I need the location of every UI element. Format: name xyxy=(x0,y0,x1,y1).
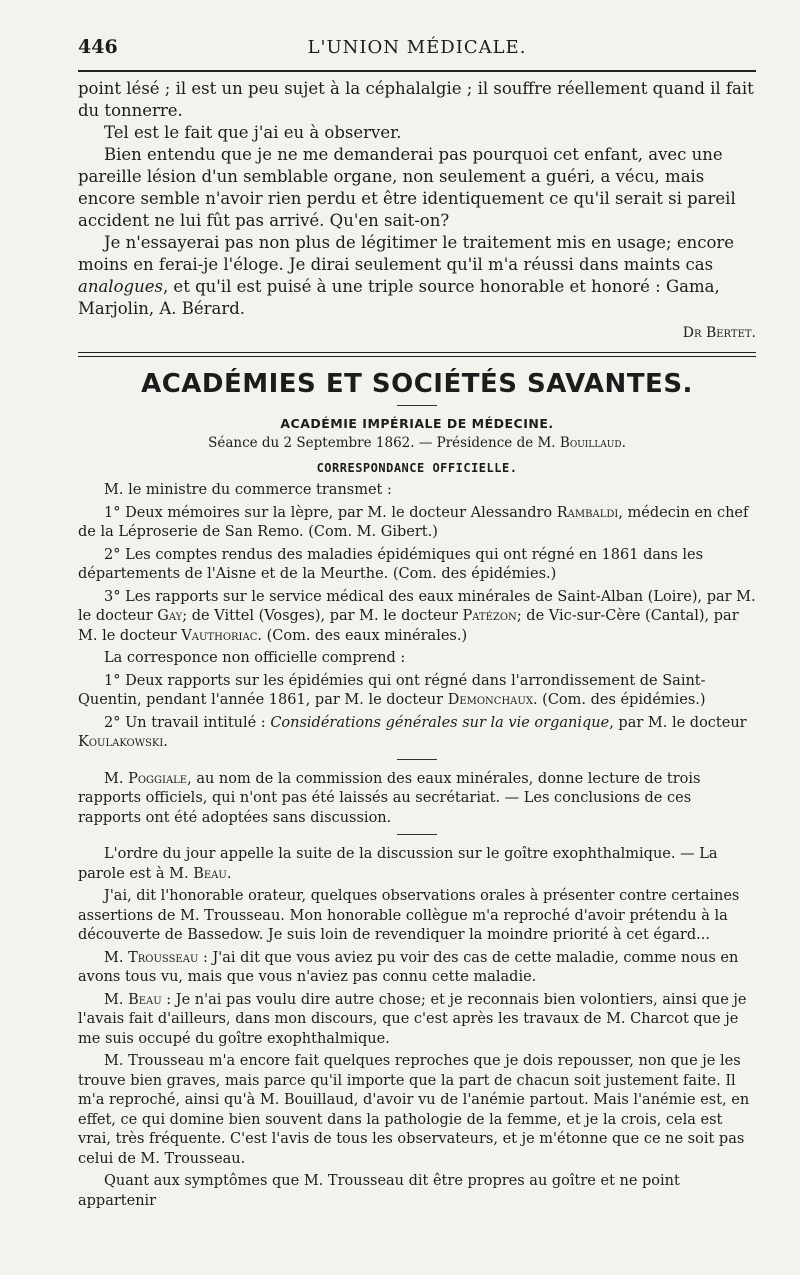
running-header xyxy=(78,36,756,72)
paragraph: Bien entendu que je ne me demanderai pas pourquoi cet enfant, avec une pareille lésion d'un semblable organe, non seulement a guéri, a vécu, mais encore semble n'avoir rien perdu et être identiquement ce qu'il serait si pareil accident ne lui fût pas arrivé. Qu'en sait-on? xyxy=(78,145,736,230)
running-title: L'UNION MÉDICALE. xyxy=(307,37,527,58)
paragraph: M. le ministre du commerce transmet : xyxy=(104,482,392,498)
paragraph: L'ordre du jour appelle la suite de la discussion sur le goître exophthalmique. — La parole est à M. Beau. xyxy=(78,846,718,882)
list-item: 2° Les comptes rendus des maladies épidémiques qui ont régné en 1861 dans les départements de l'Aisne et de la Meurthe. (Com. des épidémies.) xyxy=(78,546,704,582)
paragraph: point lésé ; il est un peu sujet à la céphalalgie ; il souffre réellement quand il fait du tonnerre. xyxy=(78,79,754,120)
list-item: 1° Deux mémoires sur la lèpre, par M. le docteur Alessandro Rambaldi, médecin en chef de la Léproserie de San Remo. (Com. M. Gibert.) xyxy=(78,504,749,540)
section-title: ACADÉMIES ET SOCIÉTÉS SAVANTES. xyxy=(141,369,693,399)
list-item: 3° Les rapports sur le service médical des eaux minérales de Saint-Alban (Loire), par M. le docteur Gay; de Vittel (Vosges), par M. le docteur Patézon; de Vic-sur-Cère (Cantal), par M. le docteur Vauthoriac. (Com. des eaux minérales.) xyxy=(78,588,756,644)
title-rule xyxy=(397,405,437,406)
separator-rule xyxy=(397,759,437,760)
proceedings xyxy=(78,481,756,1211)
seance-line: Séance du 2 Septembre 1862. — Présidence de M. Bouillaud. xyxy=(208,435,626,451)
paragraph: J'ai, dit l'honorable orateur, quelques observations orales à présenter contre certaines assertions de M. Trousseau. Mon honorable collègue m'a reproché d'avoir prétendu à la découverte de Bassedow. Je suis loin de revendiquer la moindre priorité à cet égard... xyxy=(78,888,740,943)
author-signature: Dr Bertet. xyxy=(682,325,756,341)
list-item: 1° Deux rapports sur les épidémies qui ont régné dans l'arrondissement de Saint-Quentin, pendant l'année 1861, par M. le docteur Demonchaux. (Com. des épidémies.) xyxy=(78,672,706,708)
article-end xyxy=(78,78,756,344)
paragraph: M. Trousseau m'a encore fait quelques reproches que je dois repousser, non que je les trouve bien graves, mais parce qu'il importe que la part de chacun soit justement faite. Il m'a reproché, ainsi qu'à M. Bouillaud, d'avoir vu de l'anémie partout. Mais l'anémie est, en effet, ce qui domine bien souvent dans la pathologie de la femme, et je la crois, cela est vrai, très fréquente. C'est l'avis de tous les observateurs, et je m'étonne que ce ne soit pas celui de M. Trousseau. xyxy=(78,1053,750,1167)
paragraph: Quant aux symptômes que M. Trousseau dit être propres au goître et ne point appartenir xyxy=(78,1173,680,1209)
paragraph: M. Trousseau : J'ai dit que vous aviez pu voir des cas de cette maladie, comme nous en avons tous vu, mais que vous n'aviez pas connu cette maladie. xyxy=(78,949,739,985)
paragraph: Je n'essayerai pas non plus de légitimer le traitement mis en usage; encore moins en ferai-je l'éloge. Je dirai seulement qu'il m'a réussi dans maints cas analogues, et qu'il est puisé à une triple source honorable et honoré : Gama, Marjolin, A. Bérard. xyxy=(78,233,735,318)
academy-heading: ACADÉMIE IMPÉRIALE DE MÉDECINE. xyxy=(280,416,554,431)
separator-rule xyxy=(397,834,437,835)
correspondance-heading: CORRESPONDANCE OFFICIELLE. xyxy=(316,461,518,475)
paragraph: Tel est le fait que j'ai eu à observer. xyxy=(104,123,402,142)
paragraph: M. Poggiale, au nom de la commission des eaux minérales, donne lecture de trois rapports officiels, qui n'ont pas été laissés au secrétariat. — Les conclusions de ces rapports ont été adoptées sans discussion. xyxy=(78,770,701,826)
paragraph: La corresponce non officielle comprend : xyxy=(104,650,406,666)
list-item: 2° Un travail intitulé : Considérations générales sur la vie organique, par M. le docteur Koulakowski. xyxy=(78,714,747,750)
page-number: 446 xyxy=(78,36,118,58)
section-divider xyxy=(78,352,756,357)
paragraph: M. Beau : Je n'ai pas voulu dire autre chose; et je reconnais bien volontiers, ainsi que je l'avais fait d'ailleurs, dans mon discours, que c'est après les travaux de M. Charcot que je me suis occupé du goître exophthalmique. xyxy=(78,991,747,1047)
